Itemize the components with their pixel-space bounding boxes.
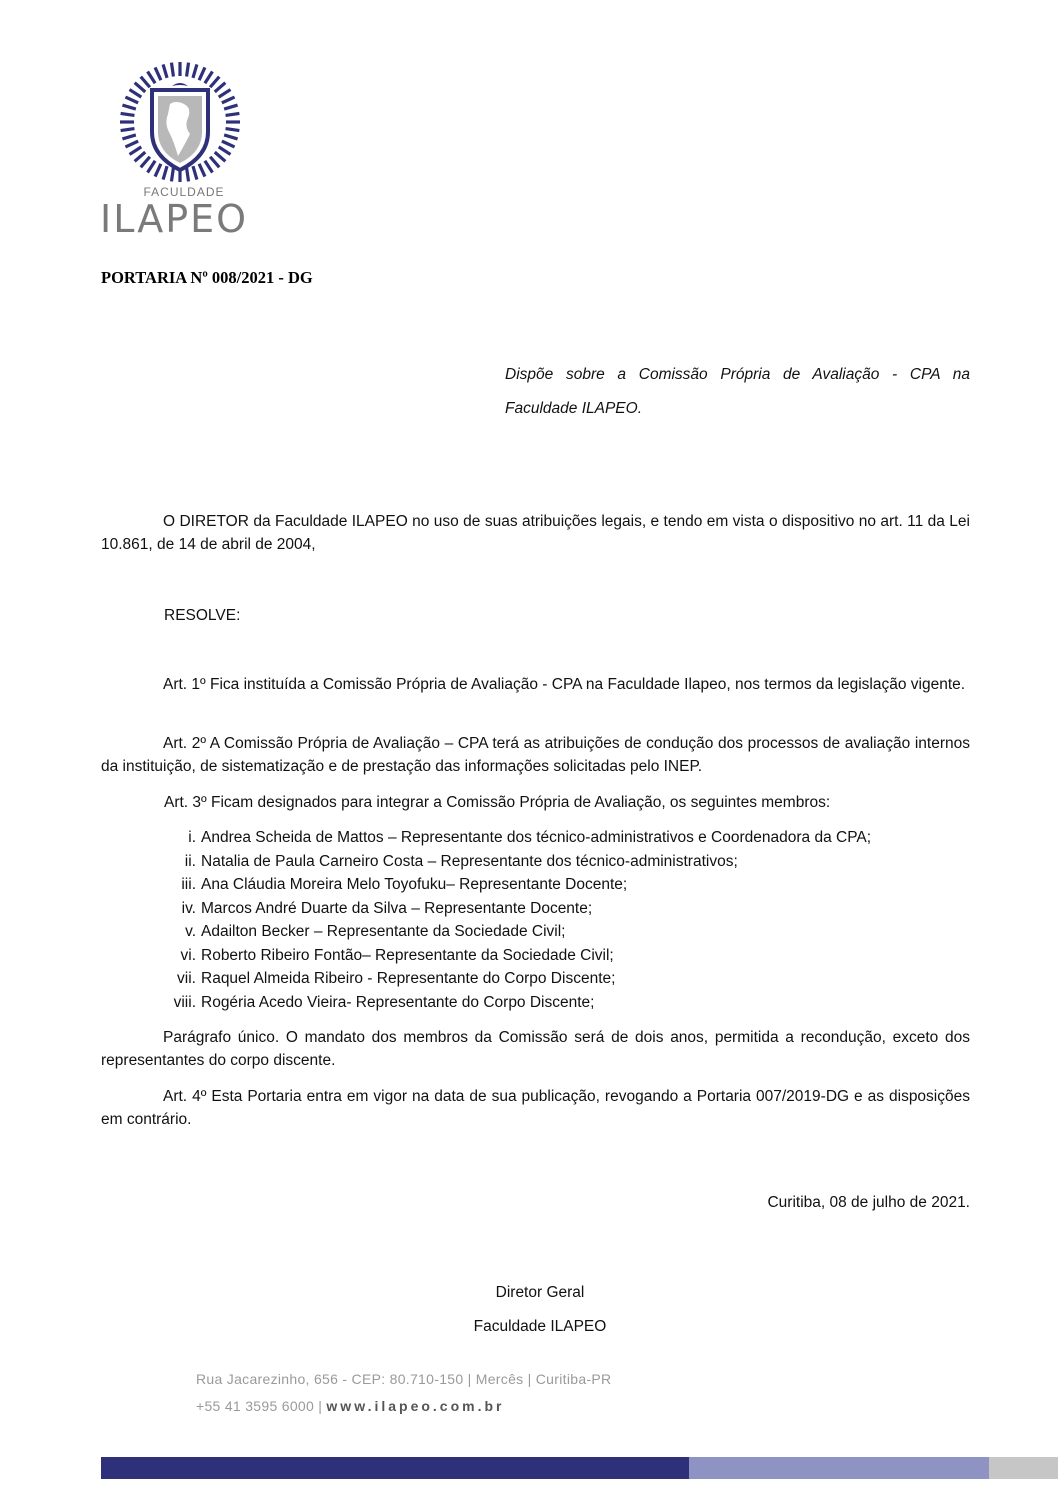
- list-item: [140, 850, 980, 874]
- article-3: Art. 3º Ficam designados para integrar a Comissão Própria de Avaliação, os seguintes membros:: [164, 794, 831, 811]
- institution-logo: [100, 60, 260, 240]
- logo-wordmark: ILAPEO: [100, 197, 249, 241]
- article-1: Art. 1º Fica instituída a Comissão Própria de Avaliação - CPA na Faculdade Ilapeo, nos termos da legislação vigente.: [163, 676, 966, 693]
- document-title: PORTARIA Nº 008/2021 - DG: [101, 268, 313, 287]
- footer-website[interactable]: www.ilapeo.com.br: [326, 1398, 505, 1414]
- resolve-heading: RESOLVE:: [164, 607, 241, 624]
- list-item: [140, 944, 980, 968]
- list-item-number: v.: [185, 923, 196, 940]
- footer-contact: [196, 1398, 504, 1414]
- list-item: [140, 873, 980, 897]
- list-item-text: Ana Cláudia Moreira Melo Toyofuku– Representante Docente;: [201, 876, 628, 893]
- footer-bar-gray: [989, 1457, 1058, 1479]
- list-item-number: vii.: [177, 970, 196, 987]
- signature-role: Diretor Geral: [495, 1284, 585, 1301]
- signature-org: Faculdade ILAPEO: [473, 1318, 607, 1335]
- list-item: [140, 991, 980, 1015]
- sole-paragraph: Parágrafo único. O mandato dos membros da Comissão será de dois anos, permitida a recondução, exceto dos representantes do corpo discente.: [101, 1029, 970, 1069]
- logo-subtitle: FACULDADE: [143, 185, 225, 199]
- list-item-text: Natalia de Paula Carneiro Costa – Representante dos técnico-administrativos;: [201, 852, 738, 870]
- document-date: Curitiba, 08 de julho de 2021.: [767, 1194, 970, 1211]
- list-item-text: Roberto Ribeiro Fontão– Representante da Sociedade Civil;: [201, 946, 614, 964]
- list-item: [140, 897, 980, 921]
- list-item-number: ii.: [184, 852, 196, 870]
- list-item: [140, 967, 980, 991]
- list-item-text: Rogéria Acedo Vieira- Representante do Corpo Discente;: [201, 993, 595, 1011]
- list-item-number: viii.: [173, 993, 196, 1011]
- list-item-text: Adailton Becker – Representante da Sociedade Civil;: [201, 923, 566, 940]
- list-item: [140, 826, 980, 850]
- preamble-paragraph: O DIRETOR da Faculdade ILAPEO no uso de suas atribuições legais, e tendo em vista o dispositivo no art. 11 da Lei 10.861, de 14 de abril de 2004,: [101, 513, 970, 553]
- list-item-number: iv.: [181, 899, 196, 917]
- list-item: [140, 920, 980, 944]
- document-summary: Dispõe sobre a Comissão Própria de Avaliação - CPA na Faculdade ILAPEO.: [505, 366, 970, 417]
- list-item-number: vi.: [180, 946, 196, 964]
- article-2: Art. 2º A Comissão Própria de Avaliação – CPA terá as atribuições de condução dos processos de avaliação internos da instituição, de sistematização e de prestação das informações solicitadas pelo INEP.: [101, 735, 970, 775]
- footer-phone: +55 41 3595 6000 |: [196, 1398, 323, 1414]
- list-item-text: Andrea Scheida de Mattos – Representante dos técnico-administrativos e Coordenadora da CPA;: [201, 829, 872, 846]
- list-item-text: Marcos André Duarte da Silva – Representante Docente;: [201, 899, 593, 917]
- list-item-number: i.: [188, 829, 196, 846]
- ilapeo-emblem-icon: [118, 60, 242, 184]
- footer-address: Rua Jacarezinho, 656 - CEP: 80.710-150 | Mercês | Curitiba-PR: [196, 1371, 612, 1387]
- footer-bar-navy: [101, 1457, 689, 1479]
- list-item-text: Raquel Almeida Ribeiro - Representante do Corpo Discente;: [201, 970, 616, 987]
- members-list: [140, 826, 980, 1014]
- footer-bar-lavender: [689, 1457, 989, 1479]
- list-item-number: iii.: [181, 876, 196, 893]
- article-4: Art. 4º Esta Portaria entra em vigor na data de sua publicação, revogando a Portaria 007/2019-DG e as disposições em contrário.: [101, 1088, 970, 1128]
